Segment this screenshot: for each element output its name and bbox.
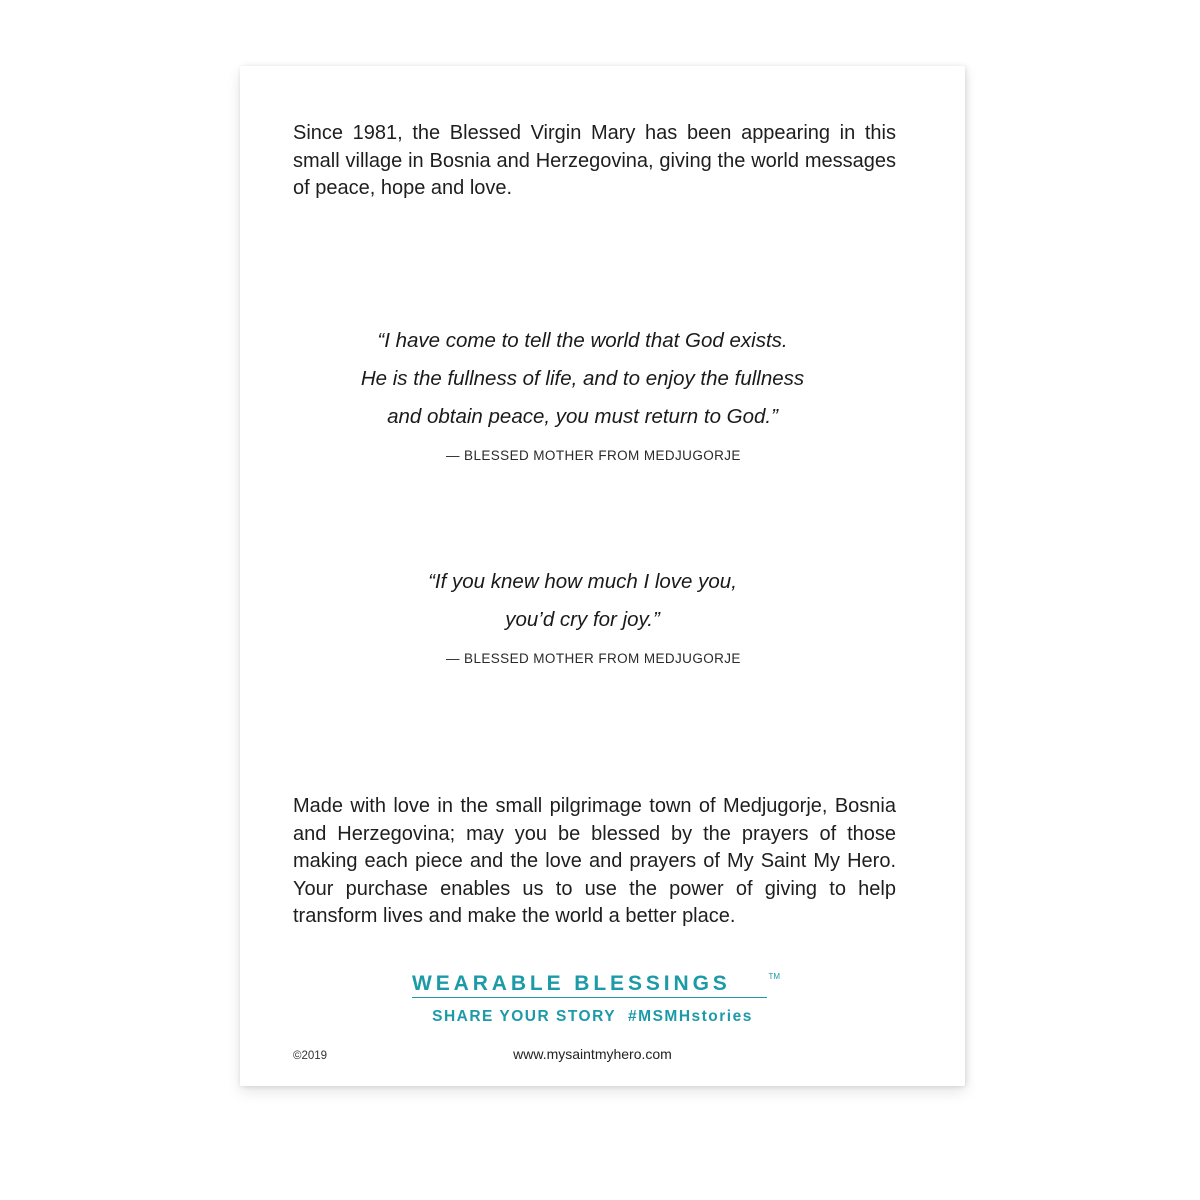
quote-1-attribution: — BLESSED MOTHER FROM MEDJUGORJE (446, 448, 741, 463)
quote-block-2 (240, 563, 965, 666)
quote-2-attribution: — BLESSED MOTHER FROM MEDJUGORJE (446, 651, 741, 666)
tagline-share: SHARE YOUR STORY (432, 1008, 617, 1025)
quote-1-line-1: “I have come to tell the world that God exists. (377, 329, 788, 352)
tagline-hashtag: #MSMHstories (628, 1008, 753, 1025)
trademark-mark: TM (768, 972, 780, 981)
copyright-notice: ©2019 (293, 1050, 328, 1062)
quote-block-1 (240, 322, 965, 463)
quote-1-line-3: and obtain peace, you must return to God.” (387, 405, 778, 428)
quote-1-line-2: He is the fullness of life, and to enjoy the fullness (360, 367, 805, 390)
brand-tagline (240, 1008, 945, 1026)
quote-2-line-2: you’d cry for joy.” (505, 608, 660, 631)
brand-logo (412, 972, 780, 998)
quote-2-line-1: “If you knew how much I love you, (428, 570, 737, 593)
intro-paragraph: Since 1981, the Blessed Virgin Mary has been appearing in this small village in Bosnia and Herzegovina, giving the world messages of peace, hope and love. (293, 122, 896, 199)
prayer-card (240, 66, 965, 1086)
website-url: www.mysaintmyhero.com (513, 1046, 672, 1062)
outro-paragraph: Made with love in the small pilgrimage town of Medjugorje, Bosnia and Herzegovina; may you be blessed by the prayers of those making each piece and the love and prayers of My Saint My Hero. Your purchase enables us to use the power of giving to help transform lives and make the world a better place. (293, 795, 896, 927)
brand-name: WEARABLE BLESSINGS (412, 972, 731, 995)
